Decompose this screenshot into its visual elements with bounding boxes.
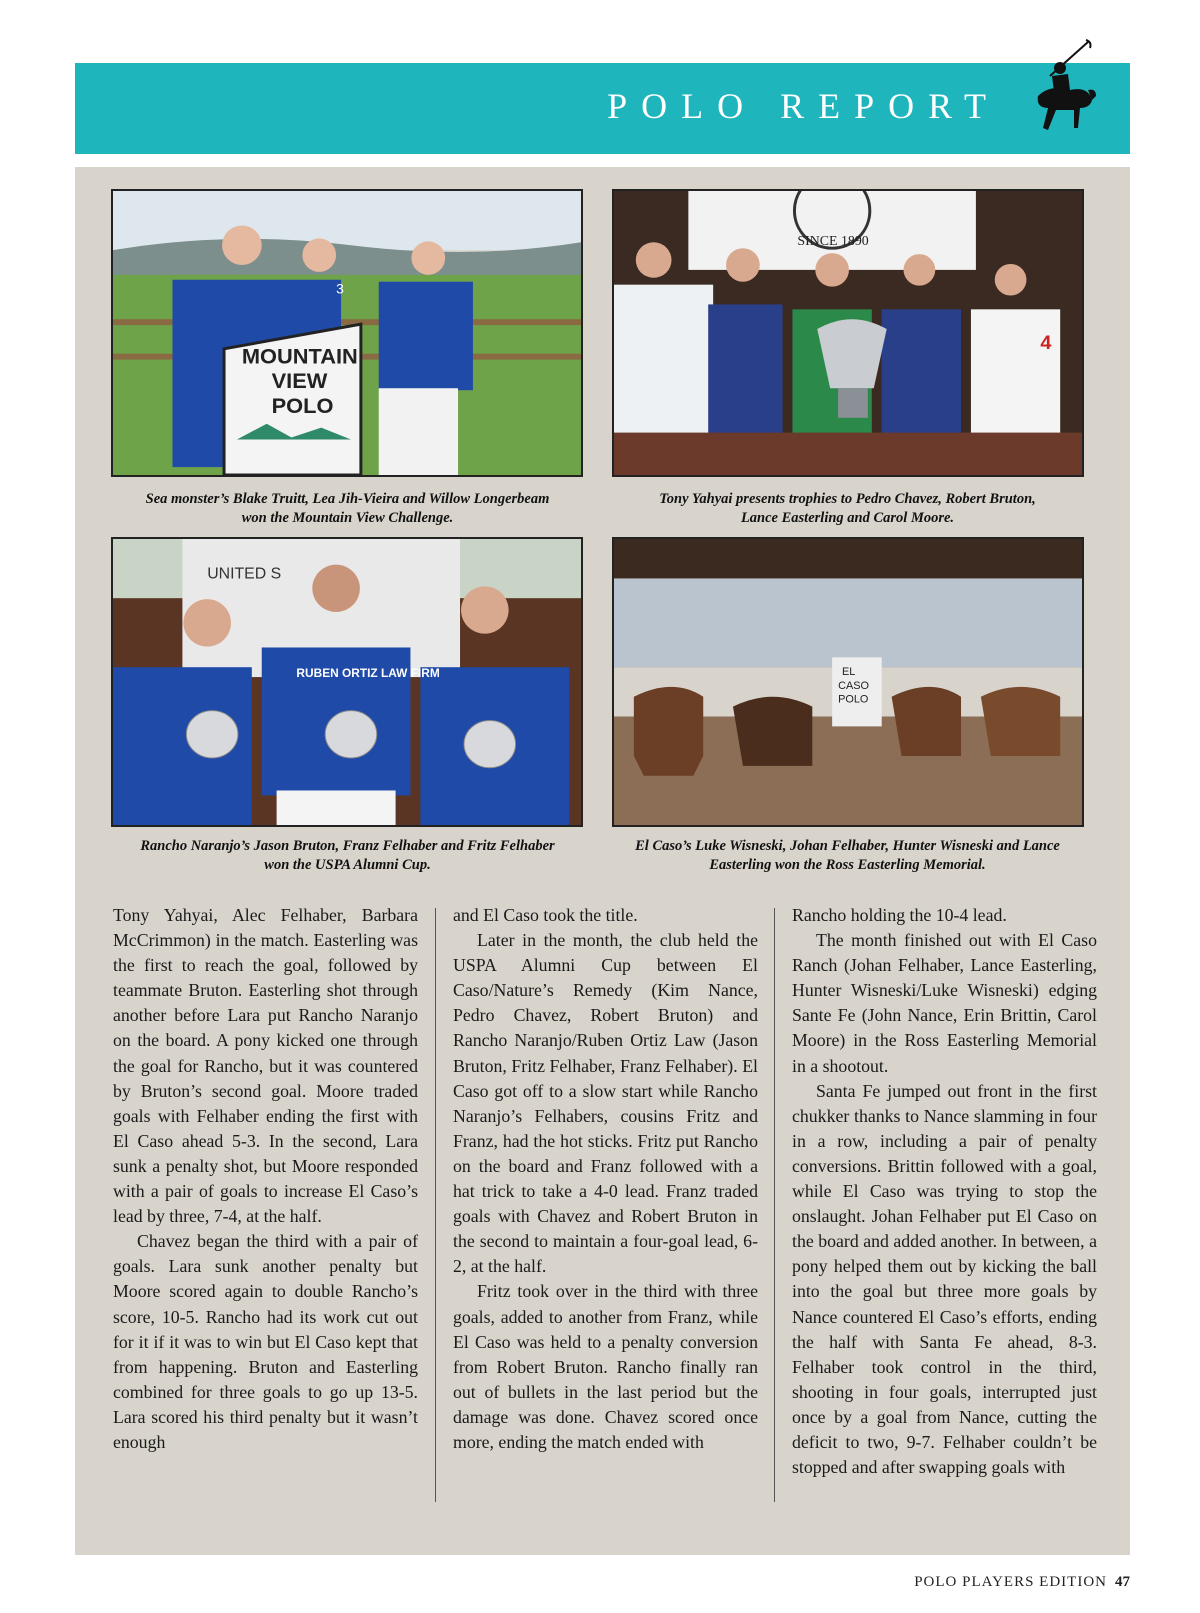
jersey-text: RUBEN ORTIZ LAW FIRM bbox=[296, 666, 440, 681]
article-column-2 bbox=[453, 903, 758, 1455]
page-number: 47 bbox=[1115, 1574, 1130, 1590]
photo-trophy-presentation-image bbox=[614, 191, 1082, 475]
caption-mountain-view: Sea monster’s Blake Truitt, Lea Jih-Vieira and Willow Longerbeam won the Mountain View Challenge. bbox=[145, 491, 550, 526]
caption-el-caso: El Caso’s Luke Wisneski, Johan Felhaber, Hunter Wisneski and Lance Easterling won the Ross Easterling Memorial. bbox=[635, 838, 1060, 873]
photo-trophy-presentation bbox=[612, 189, 1084, 477]
el-caso-sign-1: EL bbox=[842, 666, 856, 679]
article-paragraph: The month finished out with El Caso Ranch (Johan Felhaber, Lance Easterling, Hunter Wisneski/Luke Wisneski) edging Sante Fe (John Nance, Erin Brittin, Carol Moore) in the Ross Easterling Memorial in a shootout. bbox=[792, 930, 1097, 1076]
jersey-number-4: 4 bbox=[1040, 331, 1052, 354]
photo-alumni-cup bbox=[111, 537, 583, 827]
polo-player-horse-icon bbox=[1030, 38, 1100, 138]
photo-mountain-view-image bbox=[113, 191, 581, 475]
article-paragraph: Santa Fe jumped out front in the first chukker thanks to Nance slamming in four in a row, including a pair of penalty conversions. Brittin followed with a goal, while El Caso was trying to stop the onslaught. Johan Felhaber put El Caso on the board and added another. In between, a pony helped them out by kicking the ball into the goal but three more goals by Nance countered El Caso’s efforts, ending the half with Santa Fe ahead, 8-3. Felhaber took control in the third, shooting in four goals, interrupted just once by a goal from Nance, cutting the deficit to two, 9-7. Felhaber couldn’t be stopped and after swapping goals with bbox=[792, 1080, 1097, 1478]
photo-el-caso bbox=[612, 537, 1084, 827]
section-title: POLO REPORT bbox=[607, 86, 1000, 126]
photo-mountain-view bbox=[111, 189, 583, 477]
article-paragraph: Fritz took over in the third with three goals, added to another from Franz, while El Caso was held to a penalty conversion from Robert Bruton. Rancho finally ran out of bullets in the last period but the damage was done. Chavez scored once more, ending the match ended with bbox=[453, 1281, 758, 1452]
sign-line-3: POLO bbox=[271, 392, 334, 418]
publication-name: POLO PLAYERS EDITION bbox=[914, 1574, 1107, 1590]
sign-line-2: VIEW bbox=[271, 368, 328, 394]
article-column-1 bbox=[113, 903, 418, 1455]
article-paragraph: and El Caso took the title. bbox=[453, 905, 638, 925]
banner-text-united: UNITED S bbox=[207, 565, 282, 583]
banner-text: SINCE 1890 bbox=[797, 233, 869, 249]
column-divider bbox=[774, 908, 775, 1502]
article-paragraph: Tony Yahyai, Alec Felhaber, Barbara McCrimmon) in the match. Easterling was the first to reach the goal, followed by teammate Bruton. Easterling shot through another before Lara put Rancho Naranjo on the board. A pony kicked one through the goal for Rancho, but it was countered by Bruton’s second goal. Moore traded goals with Felhaber ending the first with El Caso ahead 5-3. In the second, Lara sunk a penalty shot, but Moore responded with a pair of goals to increase El Caso’s lead by three, 7-4, at the half. bbox=[113, 905, 418, 1227]
caption-alumni-cup: Rancho Naranjo’s Jason Bruton, Franz Felhaber and Fritz Felhaber won the USPA Alumni Cup. bbox=[140, 838, 555, 873]
article-column-3 bbox=[792, 903, 1097, 1480]
header-banner bbox=[75, 63, 1130, 154]
article-paragraph: Chavez began the third with a pair of goals. Lara sunk another penalty but Moore scored again to double Rancho’s score, 10-5. Rancho had its work cut out for it if it was to win but El Caso kept that from happening. Bruton and Easterling combined for three goals to go up 13-5. Lara scored his third penalty but it wasn’t enough bbox=[113, 1231, 418, 1452]
photo-el-caso-image bbox=[614, 539, 1082, 825]
jersey-number: 3 bbox=[336, 280, 344, 297]
page-footer bbox=[914, 1574, 1130, 1591]
el-caso-sign-2: CASO bbox=[838, 679, 869, 692]
sign-line-1: MOUNTAIN bbox=[241, 343, 358, 369]
article-paragraph: Rancho holding the 10-4 lead. bbox=[792, 905, 1007, 925]
column-divider bbox=[435, 908, 436, 1502]
el-caso-sign-3: POLO bbox=[838, 693, 869, 706]
photo-alumni-cup-image bbox=[113, 539, 581, 825]
caption-trophy-presentation: Tony Yahyai presents trophies to Pedro Chavez, Robert Bruton, Lance Easterling and Carol Moore. bbox=[659, 491, 1036, 526]
article-paragraph: Later in the month, the club held the USPA Alumni Cup between El Caso/Nature’s Remedy (Kim Nance, Pedro Chavez, Robert Bruton) and Rancho Naranjo/Ruben Ortiz Law (Jason Bruton, Fritz Felhaber, Franz Felhaber). El Caso got off to a slow start while Rancho Naranjo’s Felhabers, cousins Fritz and Franz, had the hot sticks. Fritz put Rancho on the board and Franz followed with a hat trick to take a 4-0 lead. Franz traded goals with Chavez and Robert Bruton in the second to maintain a four-goal lead, 6-2, at the half. bbox=[453, 930, 758, 1277]
